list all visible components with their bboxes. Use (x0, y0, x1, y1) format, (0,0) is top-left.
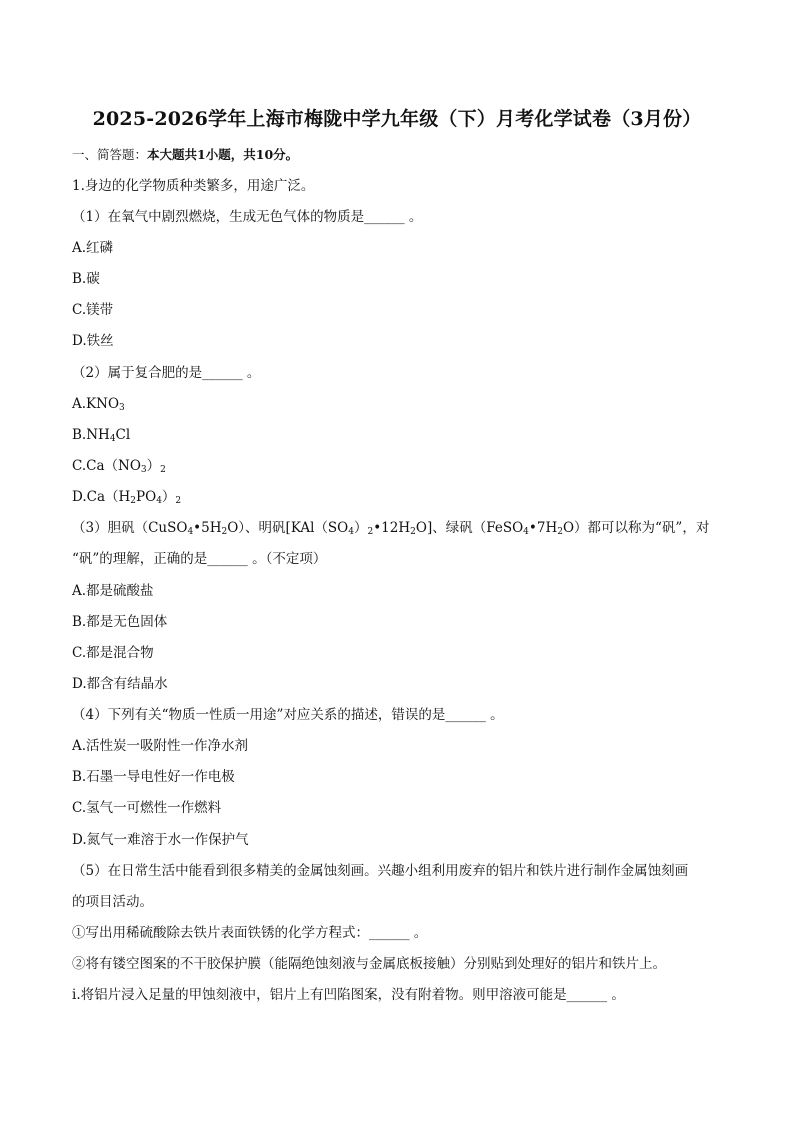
q1-option-d: D.铁丝 (72, 333, 114, 349)
q3-option-d: D.都含有结晶水 (72, 676, 168, 692)
q3-stem-line1: （3）胆矾$(CuSO_4•5H_2O)$、明矾$[KAl(SO_4)_2•12H_2O]$、绿矾$(FeSO_4•7H_2O)$都可以称为“矾”，对 (72, 520, 710, 537)
q3-stem-line2: “矾”的理解，正确的是______ 。（不定项） (72, 551, 327, 567)
q5-part1: ①写出用稀硫酸除去铁片表面铁锈的化学方程式：______ 。 (72, 925, 428, 941)
q4-option-d: D.氮气一难溶于水一作保护气 (72, 832, 249, 848)
q1-option-b: B.碳 (72, 271, 100, 287)
q3-option-c: C.都是混合物 (72, 645, 154, 661)
q5-stem-line2: 的项目活动。 (72, 894, 153, 910)
q5-stem-line1: （5）在日常生活中能看到很多精美的金属蚀刻画。兴趣小组利用废弃的铝片和铁片进行制作金属蚀刻画 (72, 863, 689, 879)
q2-option-c: $C.Ca(NO_3)_2$ (72, 458, 166, 475)
q2-stem: （2）属于复合肥的是______ 。 (72, 365, 261, 381)
q4-option-c: C.氢气一可燃性一作燃料 (72, 800, 222, 816)
exam-title: 2025-2026学年上海市梅陇中学九年级（下）月考化学试卷（3月份） (92, 108, 702, 130)
q3-option-a: A.都是硫酸盐 (72, 583, 154, 599)
section-prefix: 一、简答题： (72, 147, 148, 162)
q4-option-a: A.活性炭一吸附性一作净水剂 (72, 738, 249, 754)
q2-option-d: $D.Ca(H_2PO_4)_2$ (72, 489, 182, 506)
q1-option-c: C.镁带 (72, 302, 114, 318)
section-count-text: 本大题共1小题，共10分。 (147, 147, 299, 162)
q1-option-a: A.红磷 (72, 240, 114, 256)
q2-option-b: $B.NH_4Cl$ (72, 427, 131, 444)
q4-stem: （4）下列有关“物质一性质一用途”对应关系的描述，错误的是______ 。 (72, 707, 504, 723)
q4-option-b: B.石墨一导电性好一作电极 (72, 769, 235, 785)
question-intro: 1.身边的化学物质种类繁多，用途广泛。 (72, 178, 315, 194)
q5-part2: ②将有镂空图案的不干胶保护膜（能隔绝蚀刻液与金属底板接触）分别贴到处理好的铝片和铁片上。 (72, 956, 666, 972)
q1-stem: （1）在氧气中剧烈燃烧，生成无色气体的物质是______ 。 (72, 209, 423, 225)
q5-part2-i: ⅰ.将铝片浸入足量的甲蚀刻液中，铝片上有凹陷图案，没有附着物。则甲溶液可能是______ 。 (72, 987, 625, 1003)
section-heading (72, 146, 298, 164)
q3-option-b: B.都是无色固体 (72, 614, 168, 630)
q2-option-a: $A.KNO_3$ (72, 396, 125, 413)
